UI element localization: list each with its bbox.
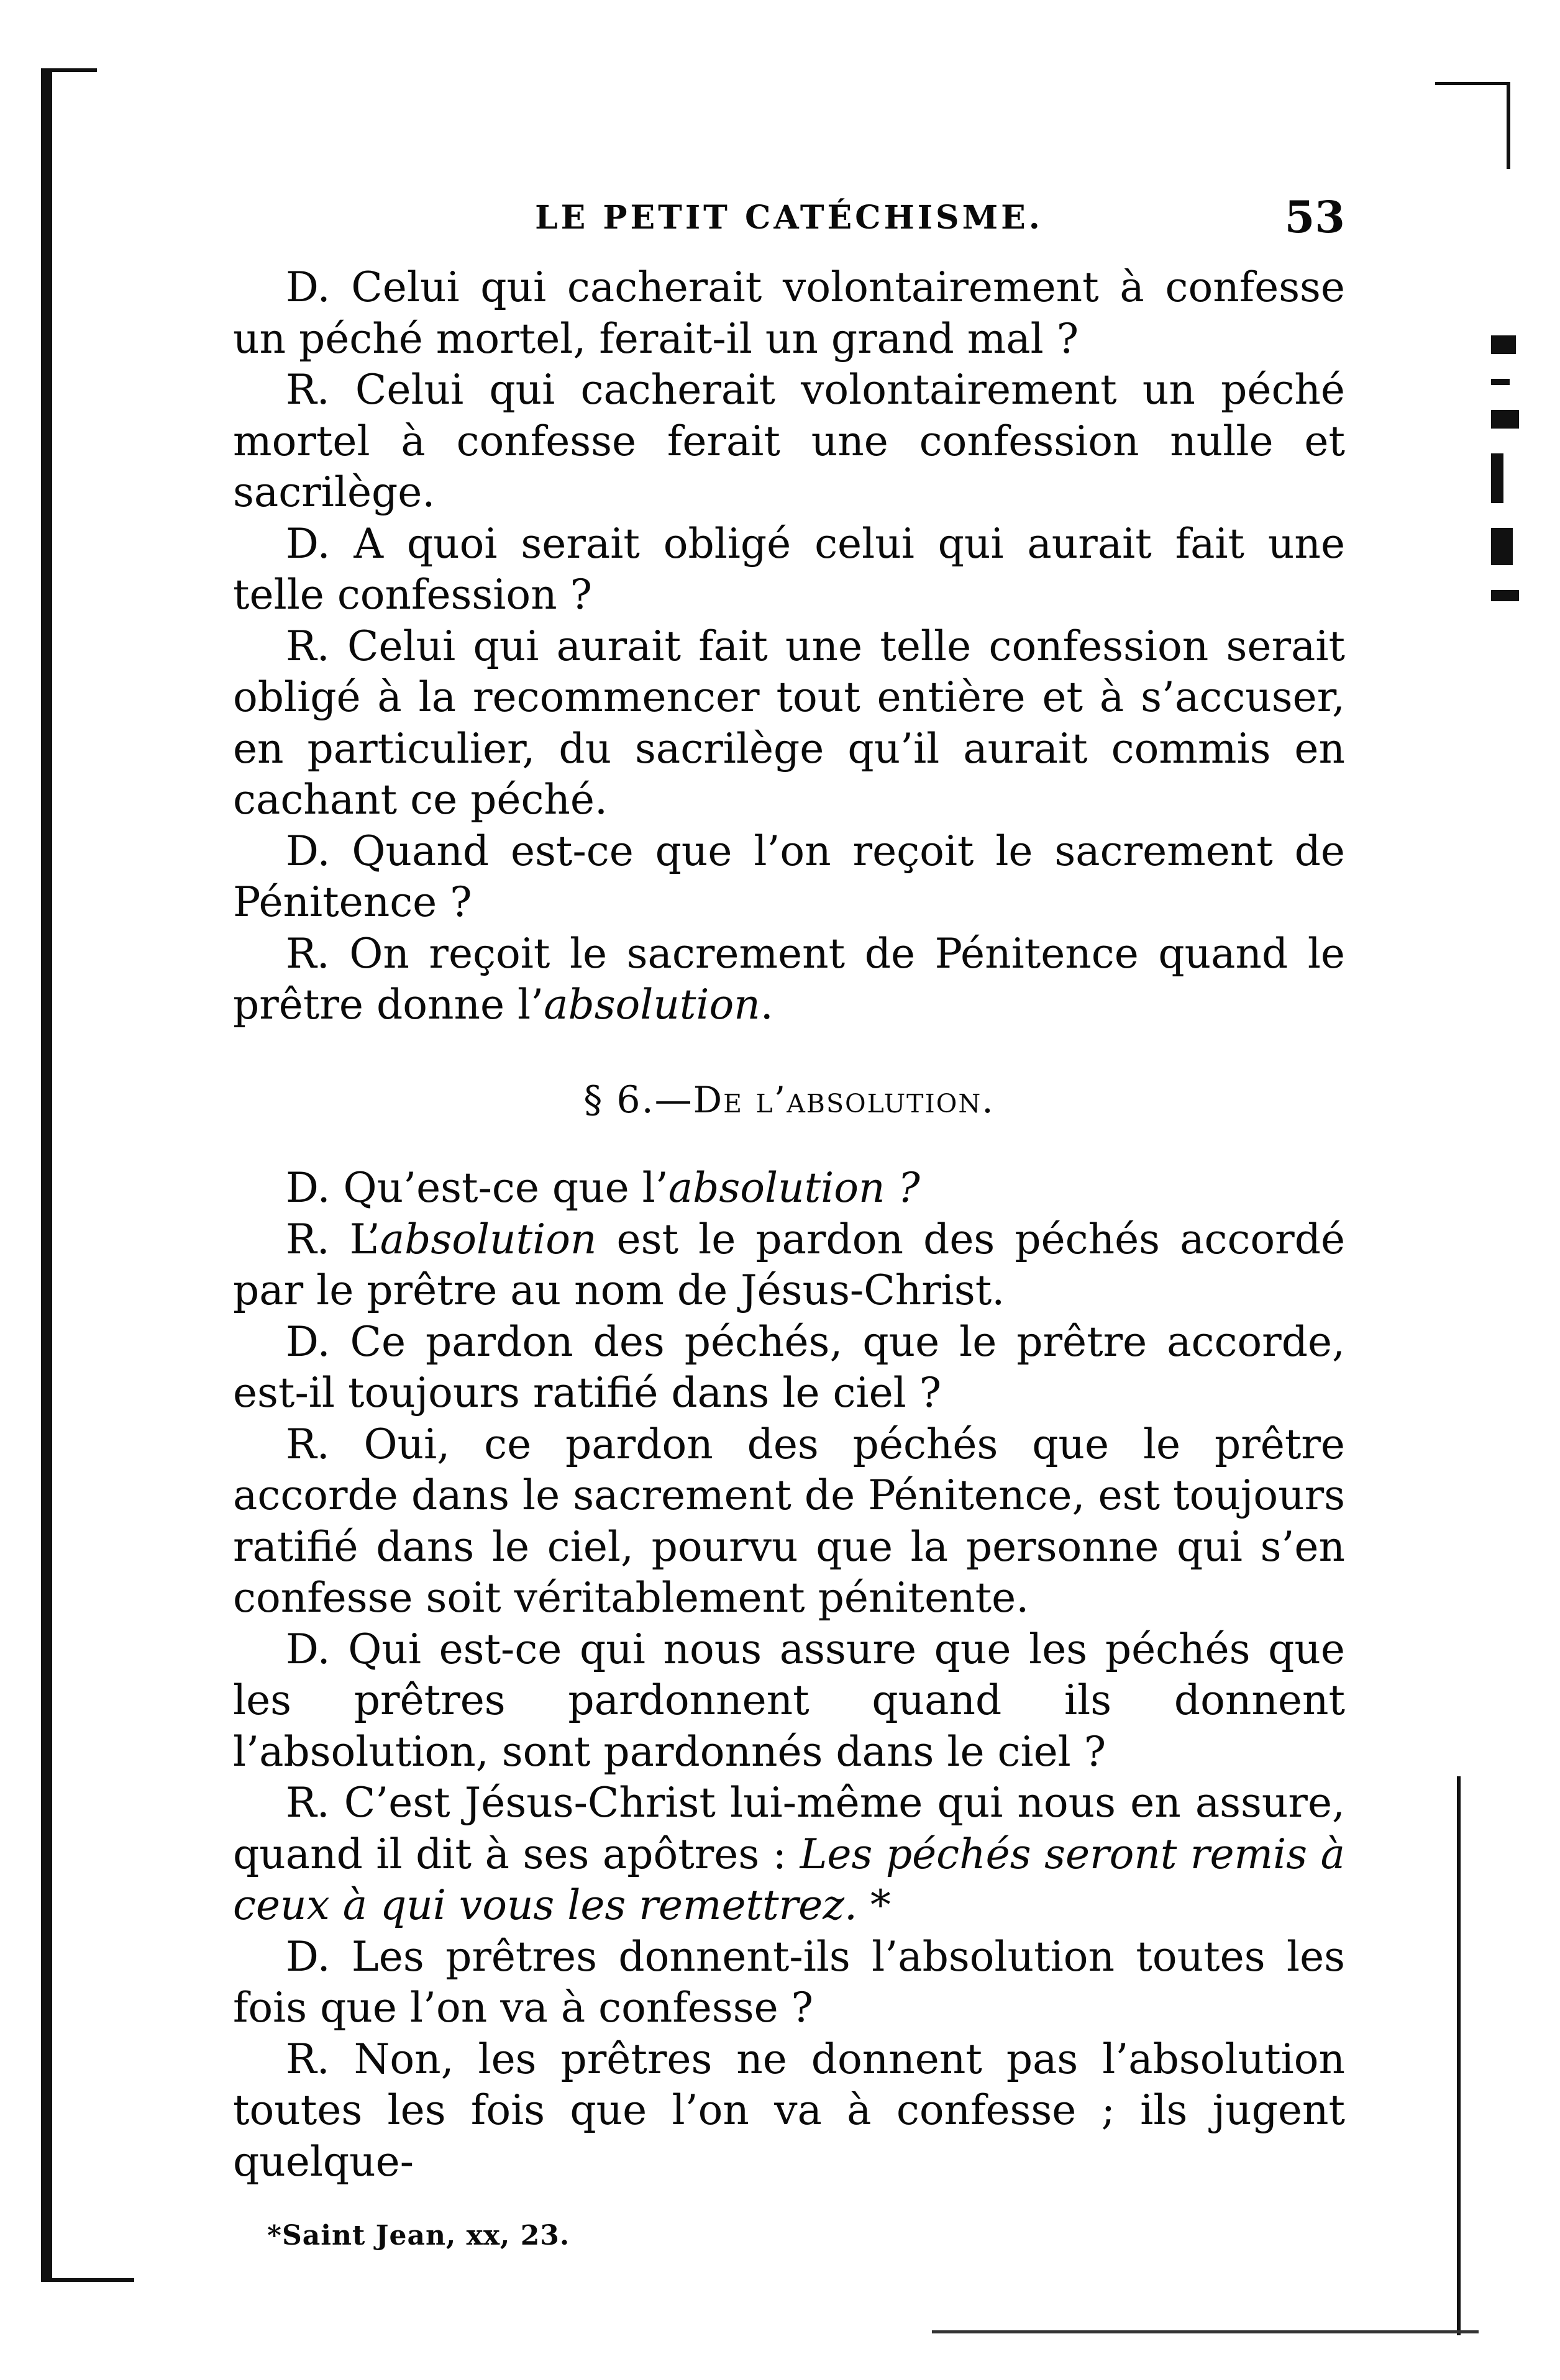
running-head: [233, 191, 1345, 248]
scan-edge-right-top: [1435, 82, 1510, 85]
answer-paragraph: R. Celui qui cacherait volontairement un péché mortel à confesse ferait une confession nulle et sacrilège.: [233, 366, 1345, 516]
question-paragraph: D. A quoi serait obligé celui qui aurait fait une telle confession ?: [233, 519, 1345, 619]
book-page: [233, 191, 1346, 2251]
italic-term: absolution: [380, 1215, 597, 1263]
answer-paragraph: [233, 1778, 1345, 1932]
footnote: *Saint Jean, xx, 23.: [267, 2220, 570, 2251]
question-paragraph: [233, 1163, 1345, 1214]
scan-edge-bottom: [932, 2330, 1479, 2333]
margin-marks: [1491, 335, 1528, 708]
answer-text-end: .: [760, 981, 773, 1029]
question-paragraph: D. Quand est-ce que l’on reçoit le sacrement de Pénitence ?: [233, 827, 1345, 926]
answer-text-end: est le pardon des péchés accordé par le prêtre au nom de Jésus-Christ.: [233, 1215, 1345, 1314]
italic-term: absolution: [544, 981, 760, 1029]
scripture-quote: Les péchés seront remis à ceux à qui vous les remettrez.: [233, 1830, 1346, 1929]
scan-edge-right-line-lower: [1457, 1776, 1461, 2335]
scan-edge-left: [41, 68, 52, 2279]
answer-paragraph: R. Oui, ce pardon des péchés que le prêtre accorde dans le sacrement de Pénitence, est toujours ratifié dans le ciel, pourvu que la personne qui s’en confesse soit véritablement pénitente.: [233, 1420, 1345, 1622]
answer-paragraph: R. Celui qui aurait fait une telle confession serait obligé à la recommencer tout entière et à s’accuser, en particulier, du sacrilège qu’il aurait commis en cachant ce péché.: [233, 622, 1345, 824]
scan-edge-top: [41, 68, 97, 72]
question-text: D. Qu’est-ce que l’: [286, 1164, 668, 1212]
answer-paragraph: [233, 1214, 1345, 1317]
italic-term: absolution ?: [668, 1164, 920, 1212]
question-paragraph: D. Ce pardon des péchés, que le prêtre accorde, est-il toujours ratifié dans le ciel ?: [233, 1317, 1345, 1417]
answer-text: R. L’: [286, 1215, 380, 1263]
question-paragraph: D. Les prêtres donnent-ils l’absolution toutes les fois que l’on va à confesse ?: [233, 1932, 1345, 2032]
section-heading: [233, 1074, 1345, 1126]
answer-paragraph: R. Non, les prêtres ne donnent pas l’absolution toutes les fois que l’on va à confesse ; ils jugent quelque-: [233, 2035, 1345, 2186]
page-number: 53: [1284, 191, 1345, 243]
section-number: § 6.—: [583, 1078, 693, 1122]
footnote-marker: *: [857, 1881, 891, 1929]
question-paragraph: D. Qui est-ce qui nous assure que les péchés que les prêtres pardonnent quand ils donnent l’absolution, sont pardonnés dans le ciel ?: [233, 1625, 1345, 1776]
section-title: De l’absolution.: [693, 1078, 995, 1121]
answer-paragraph: [233, 929, 1345, 1031]
answer-text: R. C’est Jésus-Christ lui-même qui nous en assure, quand il dit à ses apôtres :: [233, 1779, 1345, 1878]
scan-edge-right-line: [1507, 82, 1510, 169]
running-title: LE PETIT CATÉCHISME.: [535, 199, 1043, 237]
question-paragraph: D. Celui qui cacherait volontairement à confesse un péché mortel, ferait-il un grand mal ?: [233, 263, 1345, 363]
catechism-text: [233, 262, 1345, 2187]
answer-text: R. On reçoit le sacrement de Pénitence quand le prêtre donne l’: [233, 929, 1345, 1029]
scan-edge-left-foot: [41, 2278, 134, 2282]
